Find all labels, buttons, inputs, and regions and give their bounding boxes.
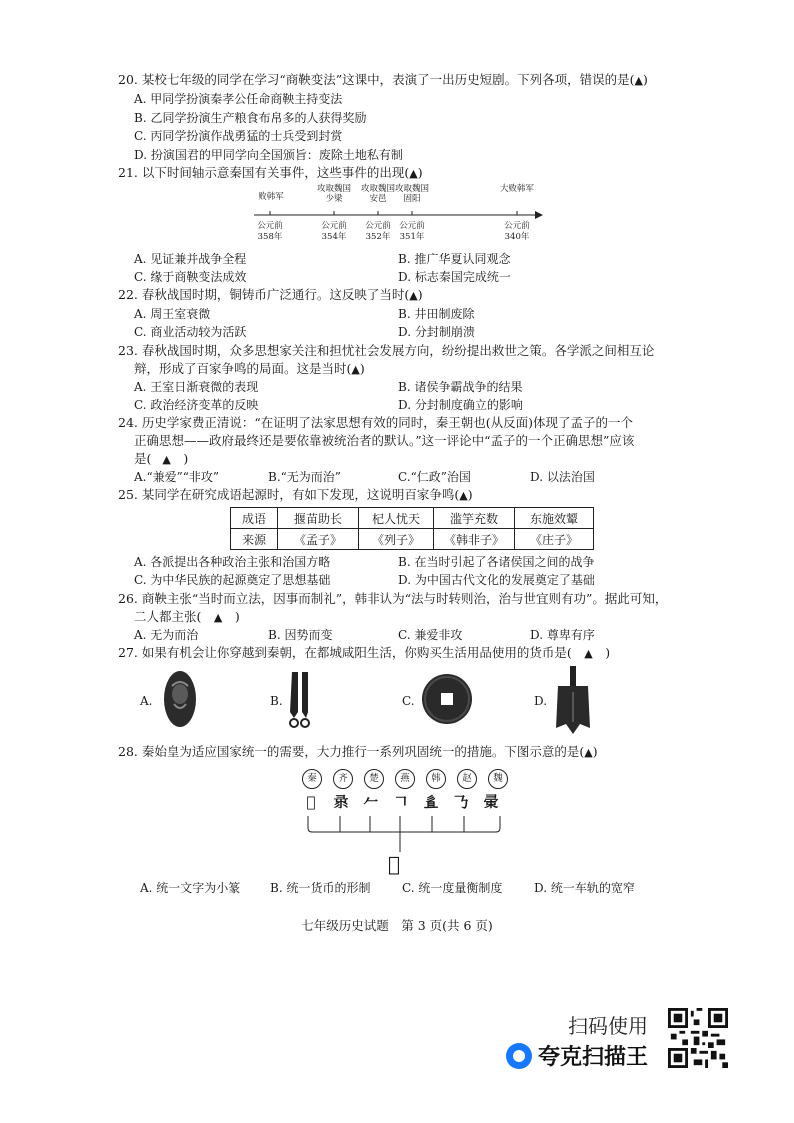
- q25-option-b: B. 在当时引起了各诸侯国之间的战争: [398, 555, 595, 569]
- q25-option-d: D. 为中国古代文化的发展奠定了基础: [398, 573, 595, 587]
- q24-stem-line1: 24. 历史学家费正清说：“在证明了法家思想有效的同时，秦王朝也(从反面)体现了孟子的一个: [118, 415, 633, 430]
- state-circles: [302, 766, 519, 789]
- q21-stem: 21. 以下时间轴示意秦国有关事件，这些事件的出现(▲): [118, 165, 423, 180]
- seal-glyph: 𠃍: [393, 793, 409, 811]
- state-qin: 秦: [302, 769, 322, 789]
- timeline-event-1: 败韩军: [258, 192, 284, 202]
- spade-money-icon: [552, 664, 594, 736]
- seal-glyph: 𠂉: [363, 793, 379, 811]
- timeline-year-1: 公元前358年: [257, 221, 283, 242]
- table-cell: 东施效颦: [515, 508, 594, 529]
- qr-code-icon[interactable]: [668, 1008, 728, 1068]
- timeline-event-4: 攻取魏国固阳: [394, 184, 429, 204]
- table-cell: 滥竽充数: [434, 508, 515, 529]
- q20-stem: 20. 某校七年级的同学在学习“商鞅变法”这课中，表演了一出历史短剧。下列各项，错误的是(▲): [118, 72, 648, 87]
- state-qi: 齐: [333, 769, 353, 789]
- seal-glyph: 𠄎: [453, 793, 469, 811]
- seal-glyphs: [296, 791, 506, 812]
- q28-option-c: C. 统一度量衡制度: [402, 881, 503, 895]
- q23-option-d: D. 分封制度确立的影响: [398, 398, 523, 412]
- table-cell: 《庄子》: [515, 529, 594, 550]
- table-cell: 《列子》: [359, 529, 434, 550]
- seal-glyph: 𢑚: [306, 793, 316, 811]
- q26-stem-line1: 26. 商鞅主张“当时而立法，因事而制礼”，韩非认为“法与时转则治，治与世宜则有功”。据此可知，: [118, 591, 668, 606]
- table-cell: 《韩非子》: [434, 529, 515, 550]
- state-yan: 燕: [395, 769, 415, 789]
- coin-b-label: B.: [270, 694, 283, 708]
- q28-option-b: B. 统一货币的形制: [270, 881, 371, 895]
- q23-option-c: C. 政治经济变革的反映: [134, 398, 259, 412]
- seal-result-glyph: 𢑚: [388, 852, 401, 876]
- coin-d-label: D.: [534, 694, 548, 708]
- q23-stem-line1: 23. 春秋战国时期，众多思想家关注和担忧社会发展方向，纷纷提出救世之策。各学派之间相互论: [118, 343, 655, 358]
- q28-option-a: A. 统一文字为小篆: [140, 881, 241, 895]
- q20-option-a: A. 甲同学扮演秦孝公任命商鞅主持变法: [134, 92, 343, 106]
- q24-option-d: D. 以法治国: [530, 470, 595, 484]
- q20-option-c: C. 丙同学扮演作战勇猛的士兵受到封赏: [134, 129, 343, 143]
- table-cell: 杞人忧天: [359, 508, 434, 529]
- q20-option-b: B. 乙同学扮演生产粮食布帛多的人获得奖励: [134, 111, 367, 125]
- q24-stem-line3: 是( ▲ ): [134, 451, 189, 466]
- table-cell: 来源: [231, 529, 278, 550]
- q28-stem: 28. 秦始皇为适应国家统一的需要，大力推行一系列巩固统一的措施。下图示意的是(▲): [118, 744, 598, 759]
- knife-money-icon: [286, 668, 314, 730]
- seal-glyph: 𢑤: [483, 793, 499, 811]
- q25-option-c: C. 为中华民族的起源奠定了思想基础: [134, 573, 331, 587]
- q23-option-a: A. 王室日渐衰微的表现: [134, 380, 259, 394]
- state-zhao: 赵: [457, 769, 477, 789]
- state-wei: 魏: [488, 769, 508, 789]
- q22-stem: 22. 春秋战国时期，铜铸币广泛通行。这反映了当时(▲): [118, 287, 423, 302]
- timeline-year-3: 公元前352年: [365, 221, 391, 242]
- q21-option-d: D. 标志秦国完成统一: [398, 270, 511, 284]
- q23-stem-line2: 辩，形成了百家争鸣的局面。这是当时(▲): [134, 361, 365, 376]
- q27-stem: 27. 如果有机会让你穿越到秦朝，在都城咸阳生活，你购买生活用品使用的货币是( ▲ ): [118, 645, 611, 660]
- idiom-table: [230, 507, 594, 550]
- q22-option-d: D. 分封制崩溃: [398, 325, 475, 339]
- seal-glyph: 𢑘: [333, 793, 349, 811]
- state-han: 韩: [426, 769, 446, 789]
- timeline-event-2: 攻取魏国少梁: [316, 184, 351, 204]
- q20-option-d: D. 扮演国君的甲同学向全国颁旨：废除土地私有制: [134, 148, 403, 162]
- q24-stem-line2: 正确思想——政府最终还是要依靠被统治者的默认。”这一评论中“孟子的一个正确思想”应该: [134, 433, 635, 448]
- brand-name: 夸克扫描王: [538, 1045, 649, 1070]
- table-row: [231, 508, 594, 529]
- q26-option-b: B. 因势而变: [268, 628, 333, 642]
- merge-bracket: [296, 814, 516, 854]
- table-row: [231, 529, 594, 550]
- coin-a-label: A.: [140, 694, 153, 708]
- q25-stem: 25. 某同学在研究成语起源时，有如下发现，这说明百家争鸣(▲): [118, 487, 473, 502]
- q21-timeline: [252, 184, 547, 246]
- table-cell: 《孟子》: [278, 529, 359, 550]
- table-cell: 揠苗助长: [278, 508, 359, 529]
- timeline-year-2: 公元前354年: [321, 221, 347, 242]
- q25-option-a: A. 各派提出各种政治主张和治国方略: [134, 555, 331, 569]
- q24-option-a: A.“兼爱”“非攻”: [134, 470, 220, 484]
- q26-option-d: D. 尊卑有序: [530, 628, 595, 642]
- brand-icon: [506, 1043, 532, 1069]
- q22-option-a: A. 周王室衰微: [134, 307, 211, 321]
- q21-option-b: B. 推广华夏认同观念: [398, 252, 511, 266]
- table-cell: 成语: [231, 508, 278, 529]
- q26-option-c: C. 兼爱非攻: [398, 628, 463, 642]
- q21-option-c: C. 缘于商鞅变法成效: [134, 270, 247, 284]
- ant-nose-money-icon: [160, 664, 200, 734]
- timeline-year-4: 公元前351年: [399, 221, 425, 242]
- round-square-hole-coin-icon: [420, 672, 474, 726]
- brand-logo: [506, 1040, 648, 1071]
- timeline-year-5: 公元前340年: [504, 221, 530, 242]
- q21-option-a: A. 见证兼并战争全程: [134, 252, 247, 266]
- timeline-event-5: 大败韩军: [500, 184, 535, 194]
- coin-c-label: C.: [402, 694, 415, 708]
- q26-stem-line2: 二人都主张( ▲ ): [134, 609, 240, 624]
- q28-option-d: D. 统一车轨的宽窄: [534, 881, 635, 895]
- state-chu: 楚: [364, 769, 384, 789]
- q22-option-c: C. 商业活动较为活跃: [134, 325, 247, 339]
- timeline-event-3: 攻取魏国安邑: [360, 184, 395, 204]
- q22-option-b: B. 井田制废除: [398, 307, 475, 321]
- scan-hint: 扫码使用: [568, 1014, 648, 1038]
- page-footer: 七年级历史试题 第 3 页(共 6 页): [301, 918, 493, 933]
- seal-glyph: 𢒉: [423, 793, 439, 811]
- q24-option-c: C.“仁政”治国: [398, 470, 471, 484]
- q26-option-a: A. 无为而治: [134, 628, 199, 642]
- q23-option-b: B. 诸侯争霸战争的结果: [398, 380, 523, 394]
- q24-option-b: B.“无为而治”: [268, 470, 341, 484]
